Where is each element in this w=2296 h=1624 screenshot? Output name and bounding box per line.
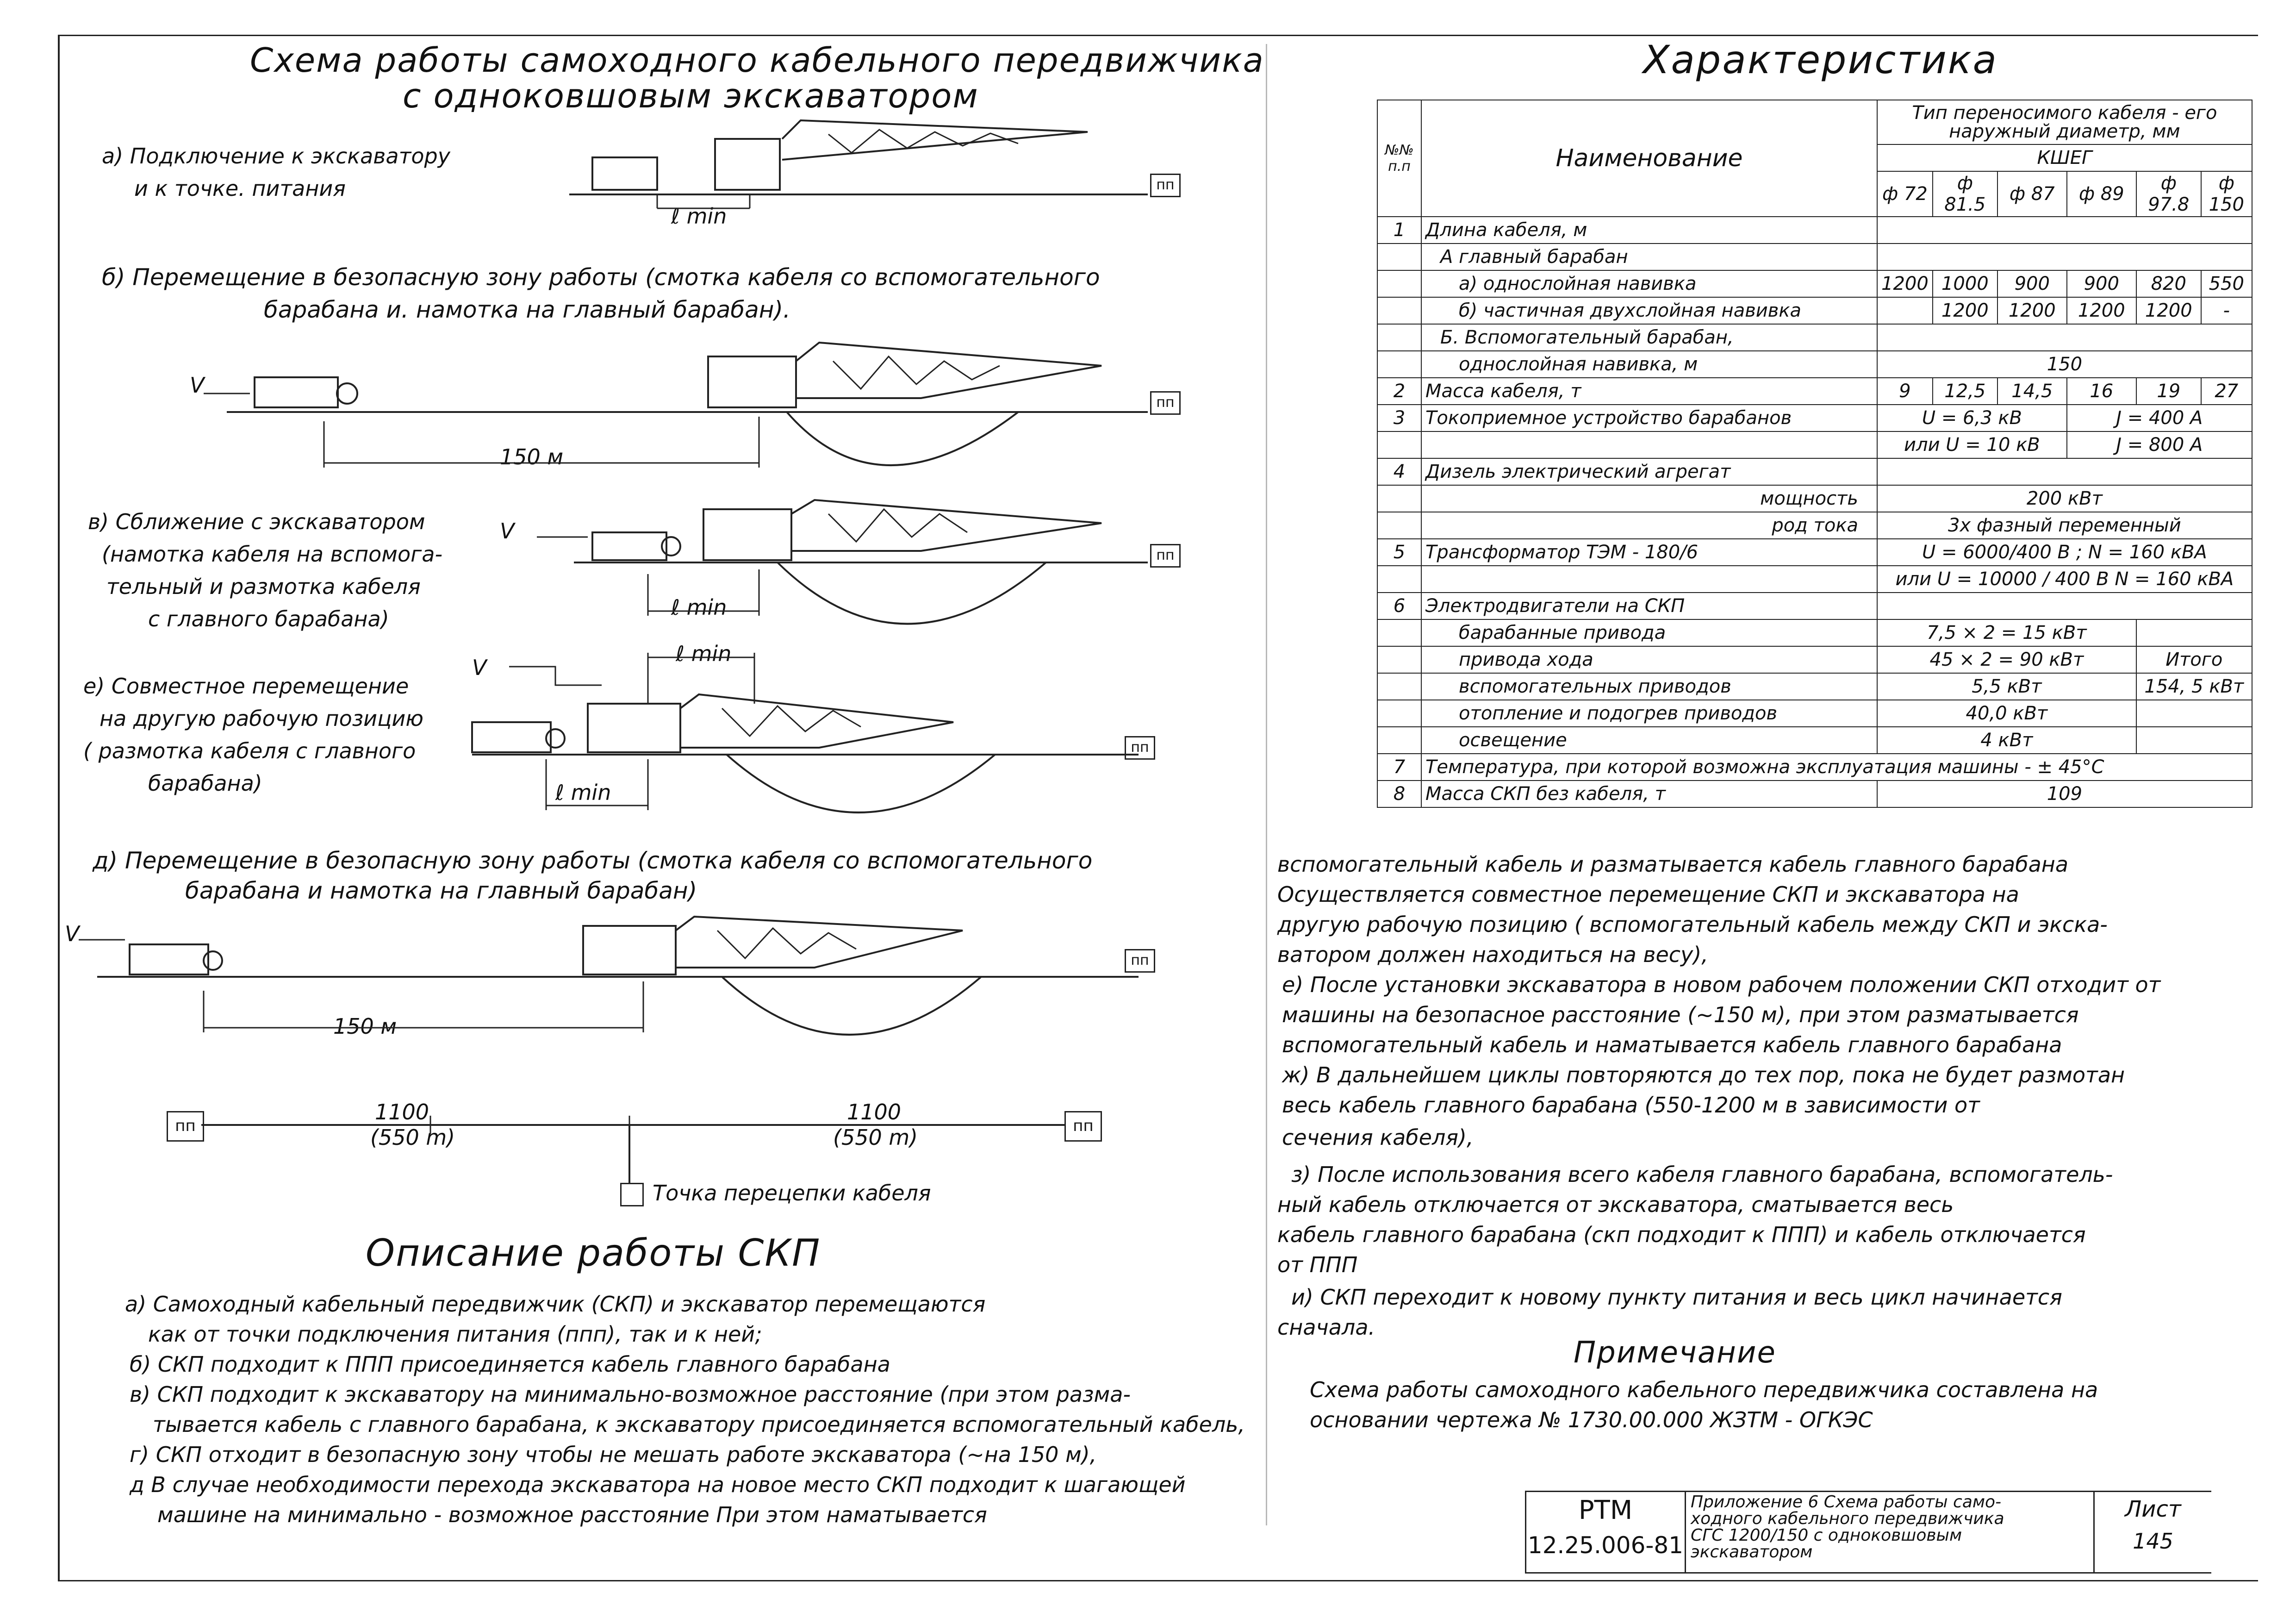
dim-150-d: 150 м	[333, 1014, 397, 1039]
excavator-body-a	[715, 139, 780, 190]
step-b-line1: б) Перемещение в безопасную зону работы (смотка кабеля со вспомогательного	[102, 264, 1100, 291]
row2-name: Масса кабеля, т	[1421, 378, 1877, 405]
seg-left-label: 1100	[375, 1099, 429, 1124]
seg-left-sub: (550 m)	[370, 1125, 455, 1150]
stamp-sheet-label: Лист	[2125, 1496, 2181, 1522]
step-a-line1: а) Подключение к экскаватору	[102, 144, 450, 169]
excavator-body-e	[588, 704, 680, 752]
cont-line-4: ватором должен находиться на весу),	[1277, 942, 1708, 967]
row6-total-label: Итого	[2136, 646, 2252, 673]
excavator-boom-v	[791, 500, 1101, 551]
power-point-e: пп	[1125, 736, 1155, 760]
cable-carrier-v	[592, 532, 666, 560]
row6-travel-value: 45 × 2 = 90 кВт	[1877, 646, 2136, 673]
power-point-d: пп	[1125, 949, 1155, 973]
cont-line-10: сечения кабеля),	[1282, 1125, 1474, 1150]
stamp-sheet-cell	[2094, 1492, 2212, 1573]
row8-value: 109	[1877, 781, 2252, 807]
desc-line-6: г) СКП отходит в безопасную зону чтобы не мешать работе экскаватора (~на 150 м),	[130, 1442, 1097, 1467]
row6-heating-label: отопление и подогрев приводов	[1421, 700, 1877, 727]
step-v-line1: в) Сближение с экскаватором	[88, 509, 425, 534]
row1b-name: Б. Вспомогательный барабан,	[1421, 324, 1877, 351]
th-d72: ф 72	[1877, 171, 1933, 217]
step-e-line4: барабана)	[148, 771, 262, 796]
scheme-title-line1: Схема работы самоходного кабельного передвижчика	[250, 41, 1264, 80]
row1a-a-v4: 900	[2067, 270, 2136, 297]
row1a-a-name: а) однослойная навивка	[1421, 270, 1877, 297]
th-d978: ф 97.8	[2136, 171, 2201, 217]
row1a-b-v6: -	[2201, 297, 2252, 324]
row1-name: Длина кабеля, м	[1421, 217, 1877, 244]
row6-num: 6	[1377, 593, 1421, 619]
stamp-desc-2: ходного кабельного передвижчика	[1691, 1509, 2004, 1528]
seg-right-label: 1100	[847, 1099, 902, 1124]
note-line-1: Схема работы самоходного кабельного передвижчика составлена на	[1310, 1377, 2098, 1402]
cut-point-label: Точка перецепки кабеля	[653, 1181, 931, 1206]
stamp-desc-3: СГС 1200/150 с одноковшовым	[1691, 1526, 1962, 1545]
row3-name: Токоприемное устройство барабанов	[1421, 405, 1877, 431]
cable-carrier-d	[130, 944, 208, 974]
row6-total-value: 154, 5 кВт	[2136, 673, 2252, 700]
row5-name: Трансформатор ТЭМ - 180/6	[1421, 539, 1877, 566]
note-title: Примечание	[1574, 1336, 1776, 1370]
cont-line-7: вспомогательный кабель и наматывается кабель главного барабана	[1282, 1032, 2062, 1057]
row1a-a-v5: 820	[2136, 270, 2201, 297]
power-point-left: пп	[167, 1111, 204, 1142]
row4-current-value: 3х фазный переменный	[1877, 512, 2252, 539]
cont-line-8: ж) В дальнейшем циклы повторяются до тех пор, пока не будет размотан	[1282, 1062, 2125, 1087]
step-a-line2: и к точке. питания	[134, 176, 346, 201]
desc-line-8: машине на минимально - возможное расстояние При этом наматывается	[157, 1502, 987, 1527]
pit-v	[778, 562, 1046, 624]
row6-drum-value: 7,5 × 2 = 15 кВт	[1877, 619, 2136, 646]
cable-carrier-a	[592, 157, 657, 190]
lmin-a: ℓ min	[671, 204, 727, 229]
cont-line-12: ный кабель отключается от экскаватора, сматывается весь	[1277, 1192, 1954, 1217]
step-v-line4: с главного барабана)	[148, 606, 389, 631]
lmin-e: ℓ min	[555, 780, 611, 805]
excavator-boom-e	[680, 694, 953, 748]
excavator-body-d	[583, 926, 676, 974]
row1a-b-v2: 1200	[1933, 297, 1997, 324]
stamp-code-cell	[1526, 1492, 1686, 1573]
cont-line-3: другую рабочую позицию ( вспомогательный кабель между СКП и экска-	[1277, 912, 2108, 937]
row6-lighting-label: освещение	[1421, 727, 1877, 754]
pit-b	[787, 412, 1018, 465]
th-num: №№ п.п	[1377, 100, 1421, 217]
excavator-body-v	[703, 509, 791, 560]
v-arrow-label-e: V	[472, 655, 487, 680]
stamp-rtm: РТМ	[1578, 1495, 1633, 1525]
cont-line-13: кабель главного барабана (скп подходит к ППП) и кабель отключается	[1277, 1222, 2086, 1247]
cont-line-1: вспомогательный кабель и разматывается кабель главного барабана	[1277, 852, 2069, 877]
row2-v1: 9	[1877, 378, 1933, 405]
scheme-title-line2: с одноковшовым экскаватором	[403, 76, 979, 115]
lmin-v: ℓ min	[671, 595, 727, 620]
cont-line-15: и) СКП переходит к новому пункту питания и весь цикл начинается	[1291, 1285, 2062, 1310]
row2-v2: 12,5	[1933, 378, 1997, 405]
stamp-desc-cell	[1686, 1492, 2094, 1573]
row7-name: Температура, при которой возможна эксплуатация машины - ± 45°С	[1421, 754, 2252, 781]
step-d-line2: барабана и намотка на главный барабан)	[185, 877, 697, 904]
power-point-a: пп	[1150, 174, 1181, 197]
title-block	[1525, 1491, 2211, 1574]
power-point-v: пп	[1150, 544, 1181, 568]
row4-num: 4	[1377, 458, 1421, 485]
cont-line-5: е) После установки экскаватора в новом рабочем положении СКП отходит от	[1282, 972, 2161, 997]
row1a-b-v3: 1200	[1997, 297, 2067, 324]
step-e-line1: е) Совместное перемещение	[83, 674, 409, 699]
dim-150-b: 150 м	[500, 444, 564, 469]
row1a-a-v3: 900	[1997, 270, 2067, 297]
row1a-b-v1	[1877, 297, 1933, 324]
cont-line-9: весь кабель главного барабана (550-1200 м в зависимости от	[1282, 1093, 1980, 1118]
step-b-line2: барабана и. намотка на главный барабан).	[264, 296, 790, 323]
row5-num: 5	[1377, 539, 1421, 566]
row7-num: 7	[1377, 754, 1421, 781]
row1a-a-v1: 1200	[1877, 270, 1933, 297]
desc-line-5: тывается кабель с главного барабана, к экскаватору присоединяется вспомогательный кабель,	[153, 1412, 1245, 1437]
th-d89: ф 89	[2067, 171, 2136, 217]
row4-current-label: род тока	[1421, 512, 1877, 539]
pit-e	[727, 755, 995, 812]
row1a-b-name: б) частичная двухслойная навивка	[1421, 297, 1877, 324]
excavator-body-b	[708, 356, 796, 407]
desc-line-4: в) СКП подходит к экскаватору на минимально-возможное расстояние (при этом разма-	[130, 1382, 1131, 1407]
desc-line-7: д В случае необходимости перехода экскаватора на новое место СКП подходит к шагающей	[130, 1472, 1186, 1497]
v-arrow-label-v: V	[500, 518, 515, 543]
excavator-boom-a	[782, 120, 1088, 160]
row4-name: Дизель электрический агрегат	[1421, 458, 1877, 485]
stamp-sheet-num: 145	[2133, 1529, 2173, 1554]
description-title: Описание работы СКП	[366, 1231, 821, 1274]
step-v-line3: тельный и размотка кабеля	[106, 574, 421, 599]
row4-power-value: 200 кВт	[1877, 485, 2252, 512]
seg-right-sub: (550 m)	[833, 1125, 918, 1150]
row6-aux-value: 5,5 кВт	[1877, 673, 2136, 700]
row8-num: 8	[1377, 781, 1421, 807]
row1a-a-v2: 1000	[1933, 270, 1997, 297]
cont-line-11: з) После использования всего кабеля главного барабана, вспомогатель-	[1291, 1162, 2113, 1187]
th-d87: ф 87	[1997, 171, 2067, 217]
characteristics-title: Характеристика	[1643, 37, 1998, 82]
th-kshch: КШЕГ	[1877, 144, 2252, 171]
pit-d	[722, 977, 981, 1035]
row1b-name2: однослойная навивка, м	[1421, 351, 1877, 378]
row1b-value: 150	[1877, 351, 2252, 378]
desc-line-1: а) Самоходный кабельный передвижчик (СКП) и экскаватор перемещаются	[125, 1292, 986, 1317]
row1-num: 1	[1377, 217, 1421, 244]
row5-value1: U = 6000/400 В ; N = 160 кВА	[1877, 539, 2252, 566]
row6-aux-label: вспомогательных приводов	[1421, 673, 1877, 700]
row3-voltage2: или U = 10 кВ	[1877, 431, 2067, 458]
row6-travel-label: привода хода	[1421, 646, 1877, 673]
row3-voltage1: U = 6,3 кВ	[1877, 405, 2067, 431]
cont-line-14: от ППП	[1277, 1252, 1358, 1277]
row2-num: 2	[1377, 378, 1421, 405]
stamp-desc-1: Приложение 6 Схема работы само-	[1691, 1493, 2002, 1512]
cable-carrier-b	[255, 377, 338, 407]
characteristics-table	[1377, 100, 2252, 808]
note-line-2: основании чертежа № 1730.00.000 ЖЗТМ - ОГКЭС	[1310, 1407, 1873, 1432]
step-e-line3: ( размотка кабеля с главного	[83, 738, 416, 763]
step-d-line1: д) Перемещение в безопасную зону работы (смотка кабеля со вспомогательного	[93, 847, 1093, 874]
desc-line-3: б) СКП подходит к ППП присоединяется кабель главного барабана	[130, 1352, 890, 1377]
stamp-desc-4: экскаватором	[1691, 1543, 1813, 1562]
excavator-boom-d	[676, 917, 963, 968]
v-arrow-label-b: V	[190, 373, 205, 398]
desc-line-2: как от точки подключения питания (ппп), так и к ней;	[148, 1322, 762, 1347]
row1a-a-v6: 550	[2201, 270, 2252, 297]
cont-line-2: Осуществляется совместное перемещение СКП и экскаватора на	[1277, 882, 2019, 907]
row6-lighting-value: 4 кВт	[1877, 727, 2136, 754]
power-point-right: пп	[1064, 1111, 1102, 1142]
scheme-drawings	[0, 0, 1268, 1250]
power-point-b: пп	[1150, 391, 1181, 415]
row2-v5: 19	[2136, 378, 2201, 405]
row6-name: Электродвигатели на СКП	[1421, 593, 1877, 619]
cable-carrier-e	[472, 722, 551, 752]
lmin-e-top: ℓ min	[676, 641, 732, 666]
row3-current1: J = 400 А	[2067, 405, 2252, 431]
th-d150: ф 150	[2201, 171, 2252, 217]
row3-current2: J = 800 А	[2067, 431, 2252, 458]
row1a-name: А главный барабан	[1421, 244, 1877, 270]
v-arrow-label-d: V	[65, 921, 80, 946]
row1a-b-v4: 1200	[2067, 297, 2136, 324]
row2-v4: 16	[2067, 378, 2136, 405]
row4-power-label: мощность	[1421, 485, 1877, 512]
cont-line-6: машины на безопасное расстояние (~150 м), при этом разматывается	[1282, 1002, 2079, 1027]
step-v-line2: (намотка кабеля на вспомога-	[102, 542, 443, 567]
step-e-line2: на другую рабочую позицию	[100, 706, 423, 731]
row6-drum-label: барабанные привода	[1421, 619, 1877, 646]
row2-v3: 14,5	[1997, 378, 2067, 405]
row2-v6: 27	[2201, 378, 2252, 405]
row6-heating-value: 40,0 кВт	[1877, 700, 2136, 727]
stamp-code: 12.25.006-81	[1527, 1532, 1684, 1559]
row5-value2: или U = 10000 / 400 В N = 160 кВА	[1877, 566, 2252, 593]
row3-num: 3	[1377, 405, 1421, 431]
row8-name: Масса СКП без кабеля, т	[1421, 781, 1877, 807]
cont-line-16: сначала.	[1277, 1315, 1375, 1340]
th-d815: ф 81.5	[1933, 171, 1997, 217]
row1a-b-v5: 1200	[2136, 297, 2201, 324]
th-cable-type: Тип переносимого кабеля - его наружный диаметр, мм	[1877, 100, 2252, 144]
th-name: Наименование	[1421, 100, 1877, 217]
